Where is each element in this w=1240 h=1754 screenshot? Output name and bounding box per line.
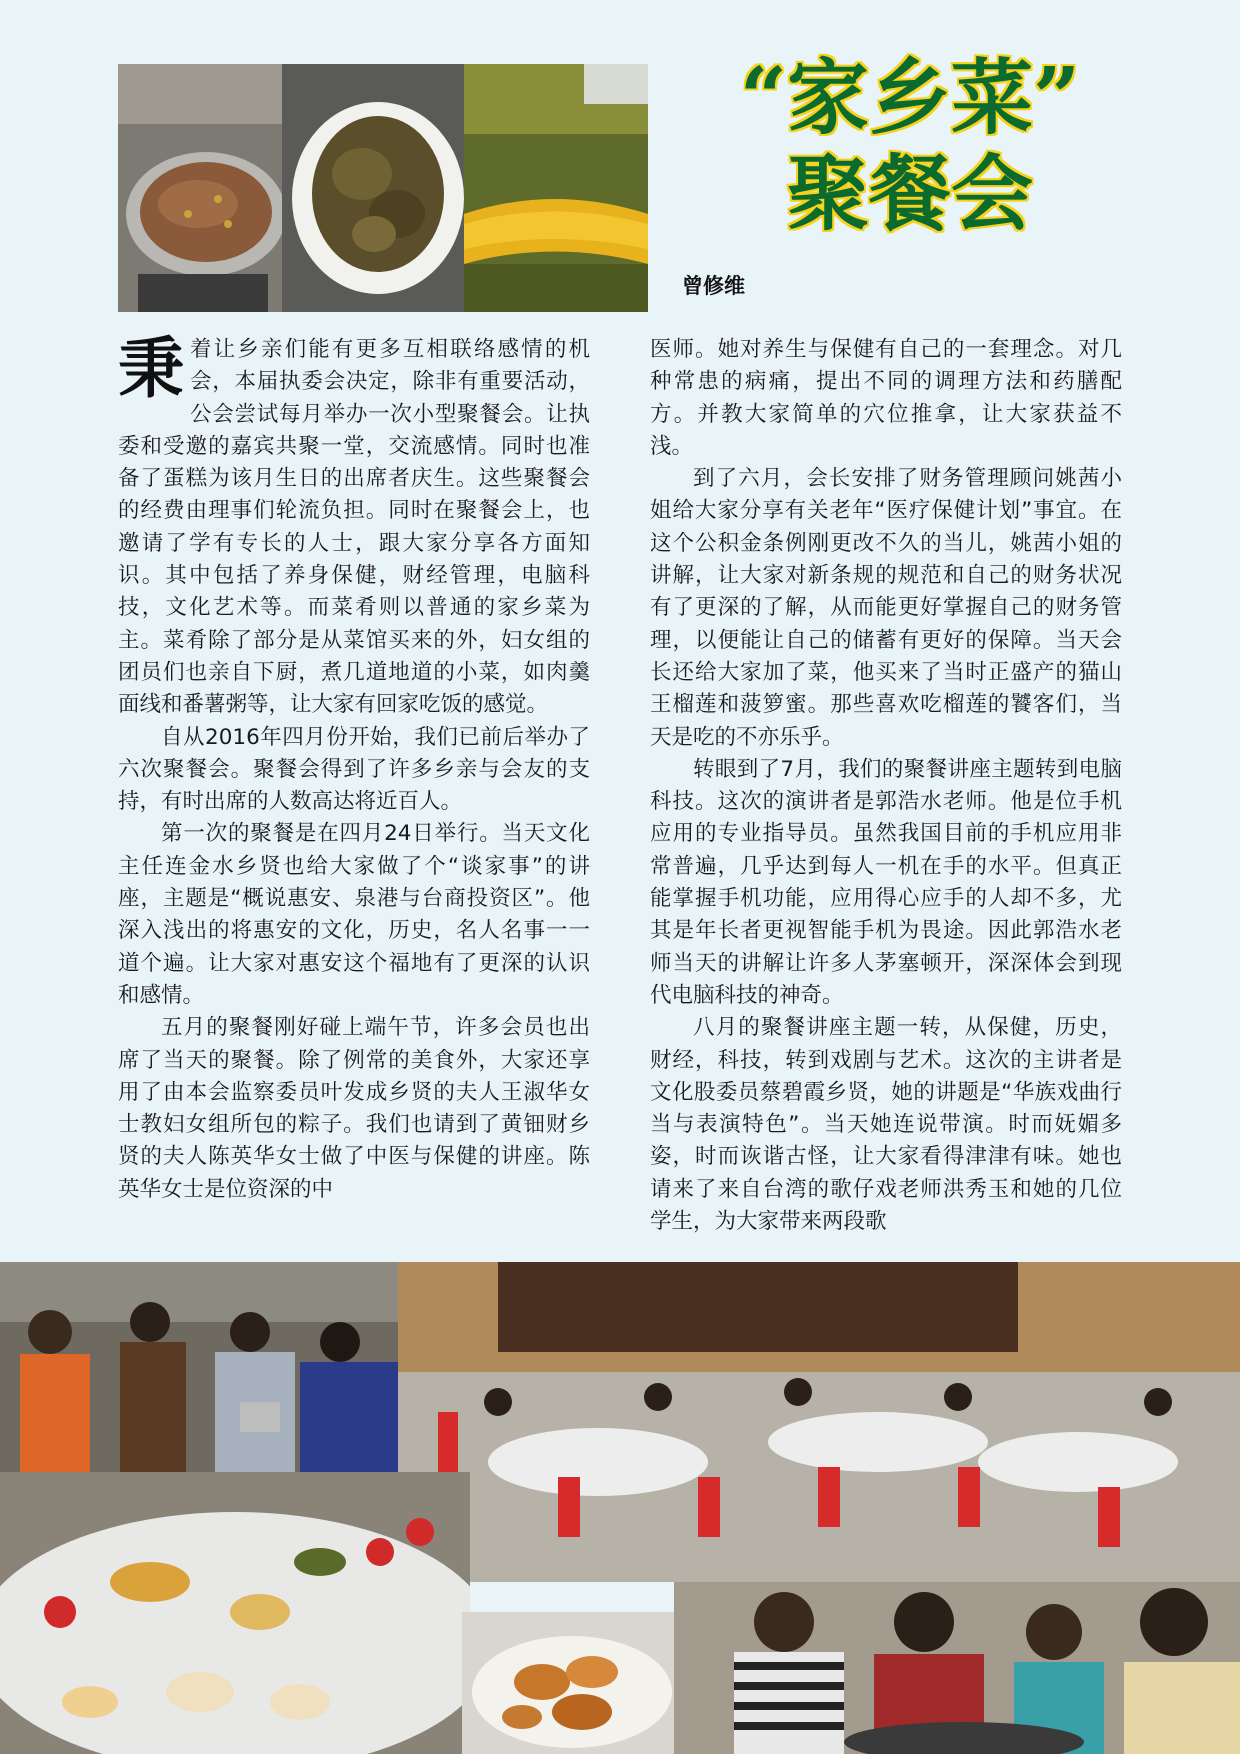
photo-men-cooking (674, 1582, 1240, 1754)
photo-durian (464, 64, 648, 312)
paragraph: 医师。她对养生与保健有自己的一套理念。对几种常患的病痛，提出不同的调理方法和药膳配方。并教大家简单的穴位推拿，让大家获益不浅。 (650, 337, 1122, 459)
paragraph: 第一次的聚餐是在四月24日举行。当天文化主任连金水乡贤也给大家做了个“谈家事”的讲座，主题是“概说惠安、泉港与台商投资区”。他深入浅出的将惠安的文化，历史，名人名事一一道个遍。让大家对惠安这个福地有了更深的认识和感情。 (118, 821, 590, 1008)
photo-dining-hall (398, 1262, 1240, 1582)
paragraph: 到了六月，会长安排了财务管理顾问姚茜小姐给大家分享有关老年“医疗保健计划”事宜。在这个公积金条例刚更改不久的当儿，姚茜小姐的讲解，让大家对新条规的规范和自己的财务状况有了更深的了解，从而能更好掌握自己的财务管理，以便能让自己的储蓄有更好的保障。当天会长还给大家加了菜，他买来了当时正盛产的猫山王榴莲和菠箩蜜。那些喜欢吃榴莲的饕客们，当天是吃的不亦乐乎。 (650, 466, 1122, 750)
paragraph: 自从2016年四月份开始，我们已前后举办了六次聚餐会。聚餐会得到了许多乡亲与会友的支持，有时出席的人数高达将近百人。 (118, 724, 590, 815)
article-title (700, 50, 1120, 242)
photo-fried-food-plate (462, 1612, 674, 1754)
paragraph: 秉着让乡亲们能有更多互相联络感情的机会，本届执委会决定，除非有重要活动，公会尝试每月举办一次小型聚餐会。让执委和受邀的嘉宾共聚一堂，交流感情。同时也准备了蛋糕为该月生日的出席者庆生。这些聚餐会的经费由理事们轮流负担。同时在聚餐会上，也邀请了学有专长的人士，跟大家分享各方面知识。其中包括了养身保健，财经管理，电脑科技，文化艺术等。而菜肴则以普通的家乡菜为主。菜肴除了部分是从菜馆买来的外，妇女组的团员们也亲自下厨，煮几道地道的小菜，如肉羹面线和番薯粥等，让大家有回家吃饭的感觉。 (118, 329, 590, 718)
paragraph: 五月的聚餐刚好碰上端午节，许多会员也出席了当天的聚餐。除了例常的美食外，大家还享用了由本会监察委员叶发成乡贤的夫人王淑华女士教妇女组所包的粽子。我们也请到了黄钿财乡贤的夫人陈英华女士做了中医与保健的讲座。陈英华女士是位资深的中 (118, 1015, 590, 1202)
title-line-1: “家乡菜” (739, 50, 1081, 146)
article-column-left (118, 329, 590, 1206)
paragraph: 转眼到了7月，我们的聚餐讲座主题转到电脑科技。这次的演讲者是郭浩水老师。他是位手机应用的专业指导员。虽然我国目前的手机应用非常普遍，几乎达到每人一机在手的水平。但真正能掌握手机功能，应用得心应手的人却不多，尤其是年长者更视智能手机为畏途。因此郭浩水老师当天的讲解让许多人茅塞顿开，深深体会到现代电脑科技的神奇。 (650, 756, 1122, 1008)
photo-soup-pot (118, 64, 282, 312)
photo-women-preparing-food (0, 1262, 398, 1472)
author-byline: 曾修维 (682, 274, 745, 298)
paragraph: 八月的聚餐讲座主题一转，从保健，历史，财经，科技，转到戏剧与艺术。这次的主讲者是文化股委员蔡碧霞乡贤，她的讲题是“华族戏曲行当与表演特色”。当天她连说带演。时而妩媚多姿，时而诙谐古怪，让大家看得津津有味。她也请来了来自台湾的歌仔戏老师洪秀玉和她的几位学生，为大家带来两段歌 (650, 1015, 1122, 1235)
article-column-right (650, 334, 1122, 1238)
photo-banquet-table (0, 1472, 470, 1754)
title-line-2: 聚餐会 (786, 146, 1033, 242)
drop-cap: 秉 (118, 329, 184, 407)
photo-zongzi-plate (282, 64, 464, 312)
